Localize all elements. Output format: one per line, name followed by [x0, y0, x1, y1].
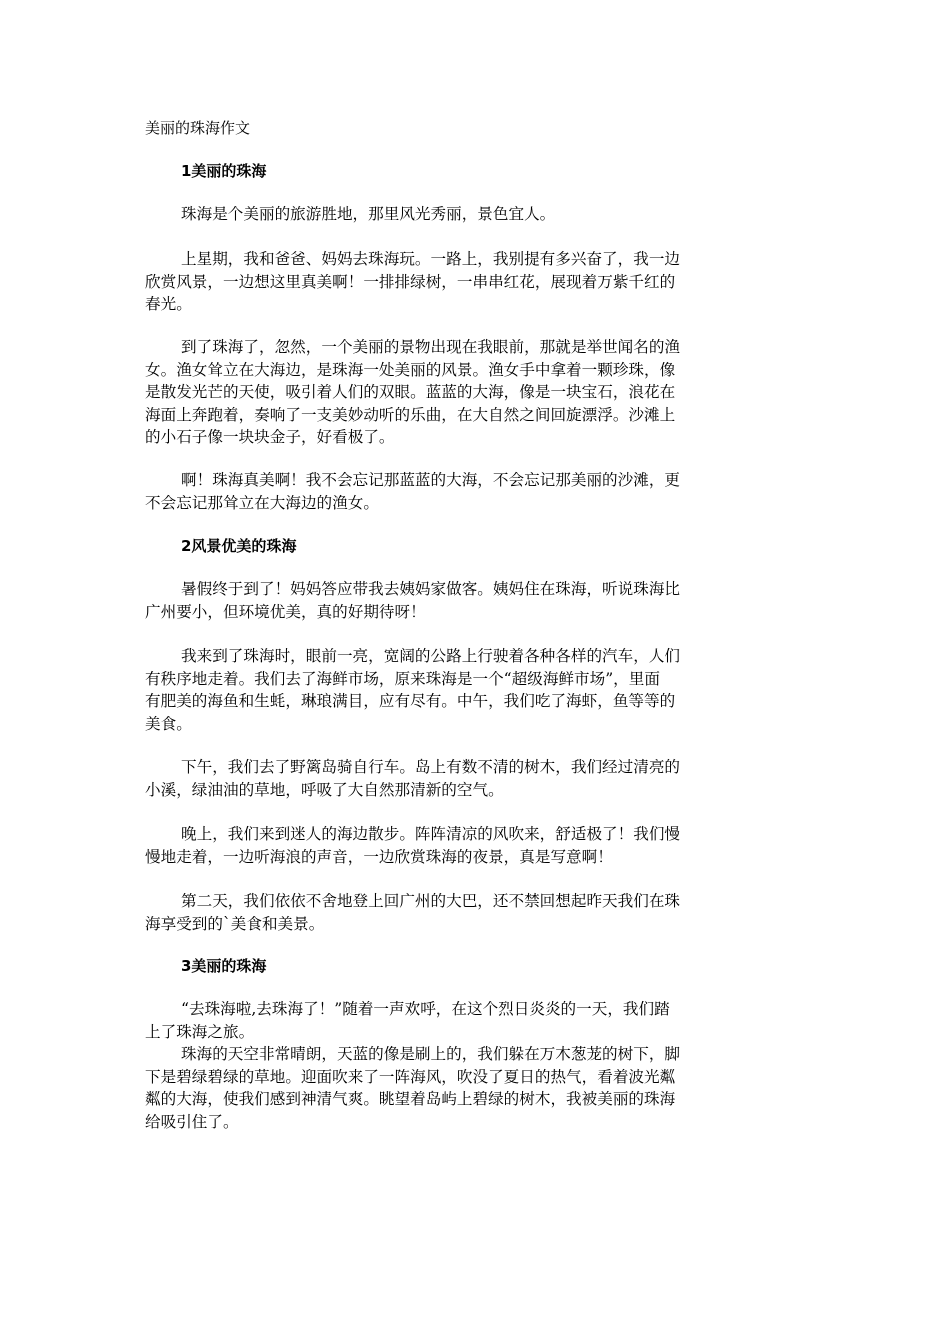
paragraph-line: 暑假终于到了！妈妈答应带我去姨妈家做客。姨妈住在珠海，听说珠海比 [181, 580, 681, 598]
paragraph-line: 不会忘记那耸立在大海边的渔女。 [145, 493, 379, 512]
paragraph [145, 823, 805, 868]
paragraph [145, 469, 805, 514]
paragraph-line: 有肥美的海鱼和生蚝，琳琅满目，应有尽有。中午，我们吃了海虾，鱼等等的 [145, 692, 676, 710]
paragraph-line: 春光。 [145, 295, 192, 313]
paragraph [145, 890, 805, 935]
paragraph-line: 珠海是个美丽的旅游胜地，那里风光秀丽，景色宜人。 [181, 205, 556, 223]
paragraph-line: 女。渔女耸立在大海边，是珠海一处美丽的风景。渔女手中拿着一颗珍珠，像 [145, 360, 676, 379]
paragraph-line: 的小石子像一块块金子，好看极了。 [145, 428, 395, 446]
paragraph-line: 到了珠海了，忽然，一个美丽的景物出现在我眼前，那就是举世闻名的渔 [181, 338, 681, 356]
paragraph-line: 海享受到的`美食和美景。 [145, 914, 325, 933]
paragraph-line: 广州要小，但环境优美，真的好期待呀！ [145, 602, 426, 621]
paragraph-line: 欣赏风景，一边想这里真美啊！一排排绿树，一串串红花，展现着万紫千红的 [145, 272, 676, 291]
paragraph-line: 小溪，绿油油的草地，呼吸了大自然那清新的空气。 [145, 780, 504, 799]
paragraph [145, 756, 805, 801]
paragraph-line: 慢地走着，一边听海浪的声音，一边欣赏珠海的夜景，真是写意啊！ [145, 847, 613, 866]
paragraph [145, 336, 805, 449]
paragraph-line: 海面上奔跑着，奏响了一支美妙动听的乐曲，在大自然之间回旋漂浮。沙滩上 [145, 405, 676, 424]
section-heading: 2风景优美的珠海 [181, 537, 297, 555]
paragraph-line: 有秩序地走着。我们去了海鲜市场，原来珠海是一个“超级海鲜市场”，里面 [145, 669, 660, 688]
paragraph [145, 248, 805, 316]
paragraph-line: 下是碧绿碧绿的草地。迎面吹来了一阵海风，吹没了夏日的热气，看着波光粼 [145, 1067, 676, 1086]
paragraph-line: 美食。 [145, 714, 192, 733]
paragraph-line: 是散发光芒的天使，吸引着人们的双眼。蓝蓝的大海，像是一块宝石，浪花在 [145, 383, 676, 401]
paragraph-line: 下午，我们去了野篱岛骑自行车。岛上有数不清的树木，我们经过清亮的 [181, 758, 681, 776]
paragraph-line: 上了珠海之旅。 [145, 1022, 255, 1041]
paragraph-line: 晚上，我们来到迷人的海边散步。阵阵清凉的风吹来，舒适极了！我们慢 [181, 825, 681, 843]
paragraph-line: 啊！珠海真美啊！我不会忘记那蓝蓝的大海，不会忘记那美丽的沙滩，更 [181, 471, 681, 489]
paragraph-line: 上星期，我和爸爸、妈妈去珠海玩。一路上，我别提有多兴奋了，我一边 [181, 250, 681, 268]
paragraph [145, 203, 805, 226]
paragraph [145, 1043, 805, 1133]
document-title: 美丽的珠海作文 [145, 119, 251, 137]
section-heading: 3美丽的珠海 [181, 957, 267, 975]
paragraph-line: 我来到了珠海时，眼前一亮，宽阔的公路上行驶着各种各样的汽车，人们 [181, 647, 681, 665]
paragraph-line: “去珠海啦,去珠海了！”随着一声欢呼，在这个烈日炎炎的一天，我们踏 [181, 1000, 670, 1018]
paragraph-line: 珠海的天空非常晴朗，天蓝的像是刷上的，我们躲在万木葱茏的树下，脚 [181, 1045, 681, 1063]
paragraph-line: 粼的大海，使我们感到神清气爽。眺望着岛屿上碧绿的树木，我被美丽的珠海 [145, 1090, 676, 1108]
paragraph [145, 998, 805, 1043]
paragraph-line: 给吸引住了。 [145, 1112, 239, 1131]
paragraph [145, 645, 805, 735]
paragraph-line: 第二天，我们依依不舍地登上回广州的大巴，还不禁回想起昨天我们在珠 [181, 892, 681, 910]
section-heading: 1美丽的珠海 [181, 162, 267, 180]
paragraph [145, 578, 805, 623]
